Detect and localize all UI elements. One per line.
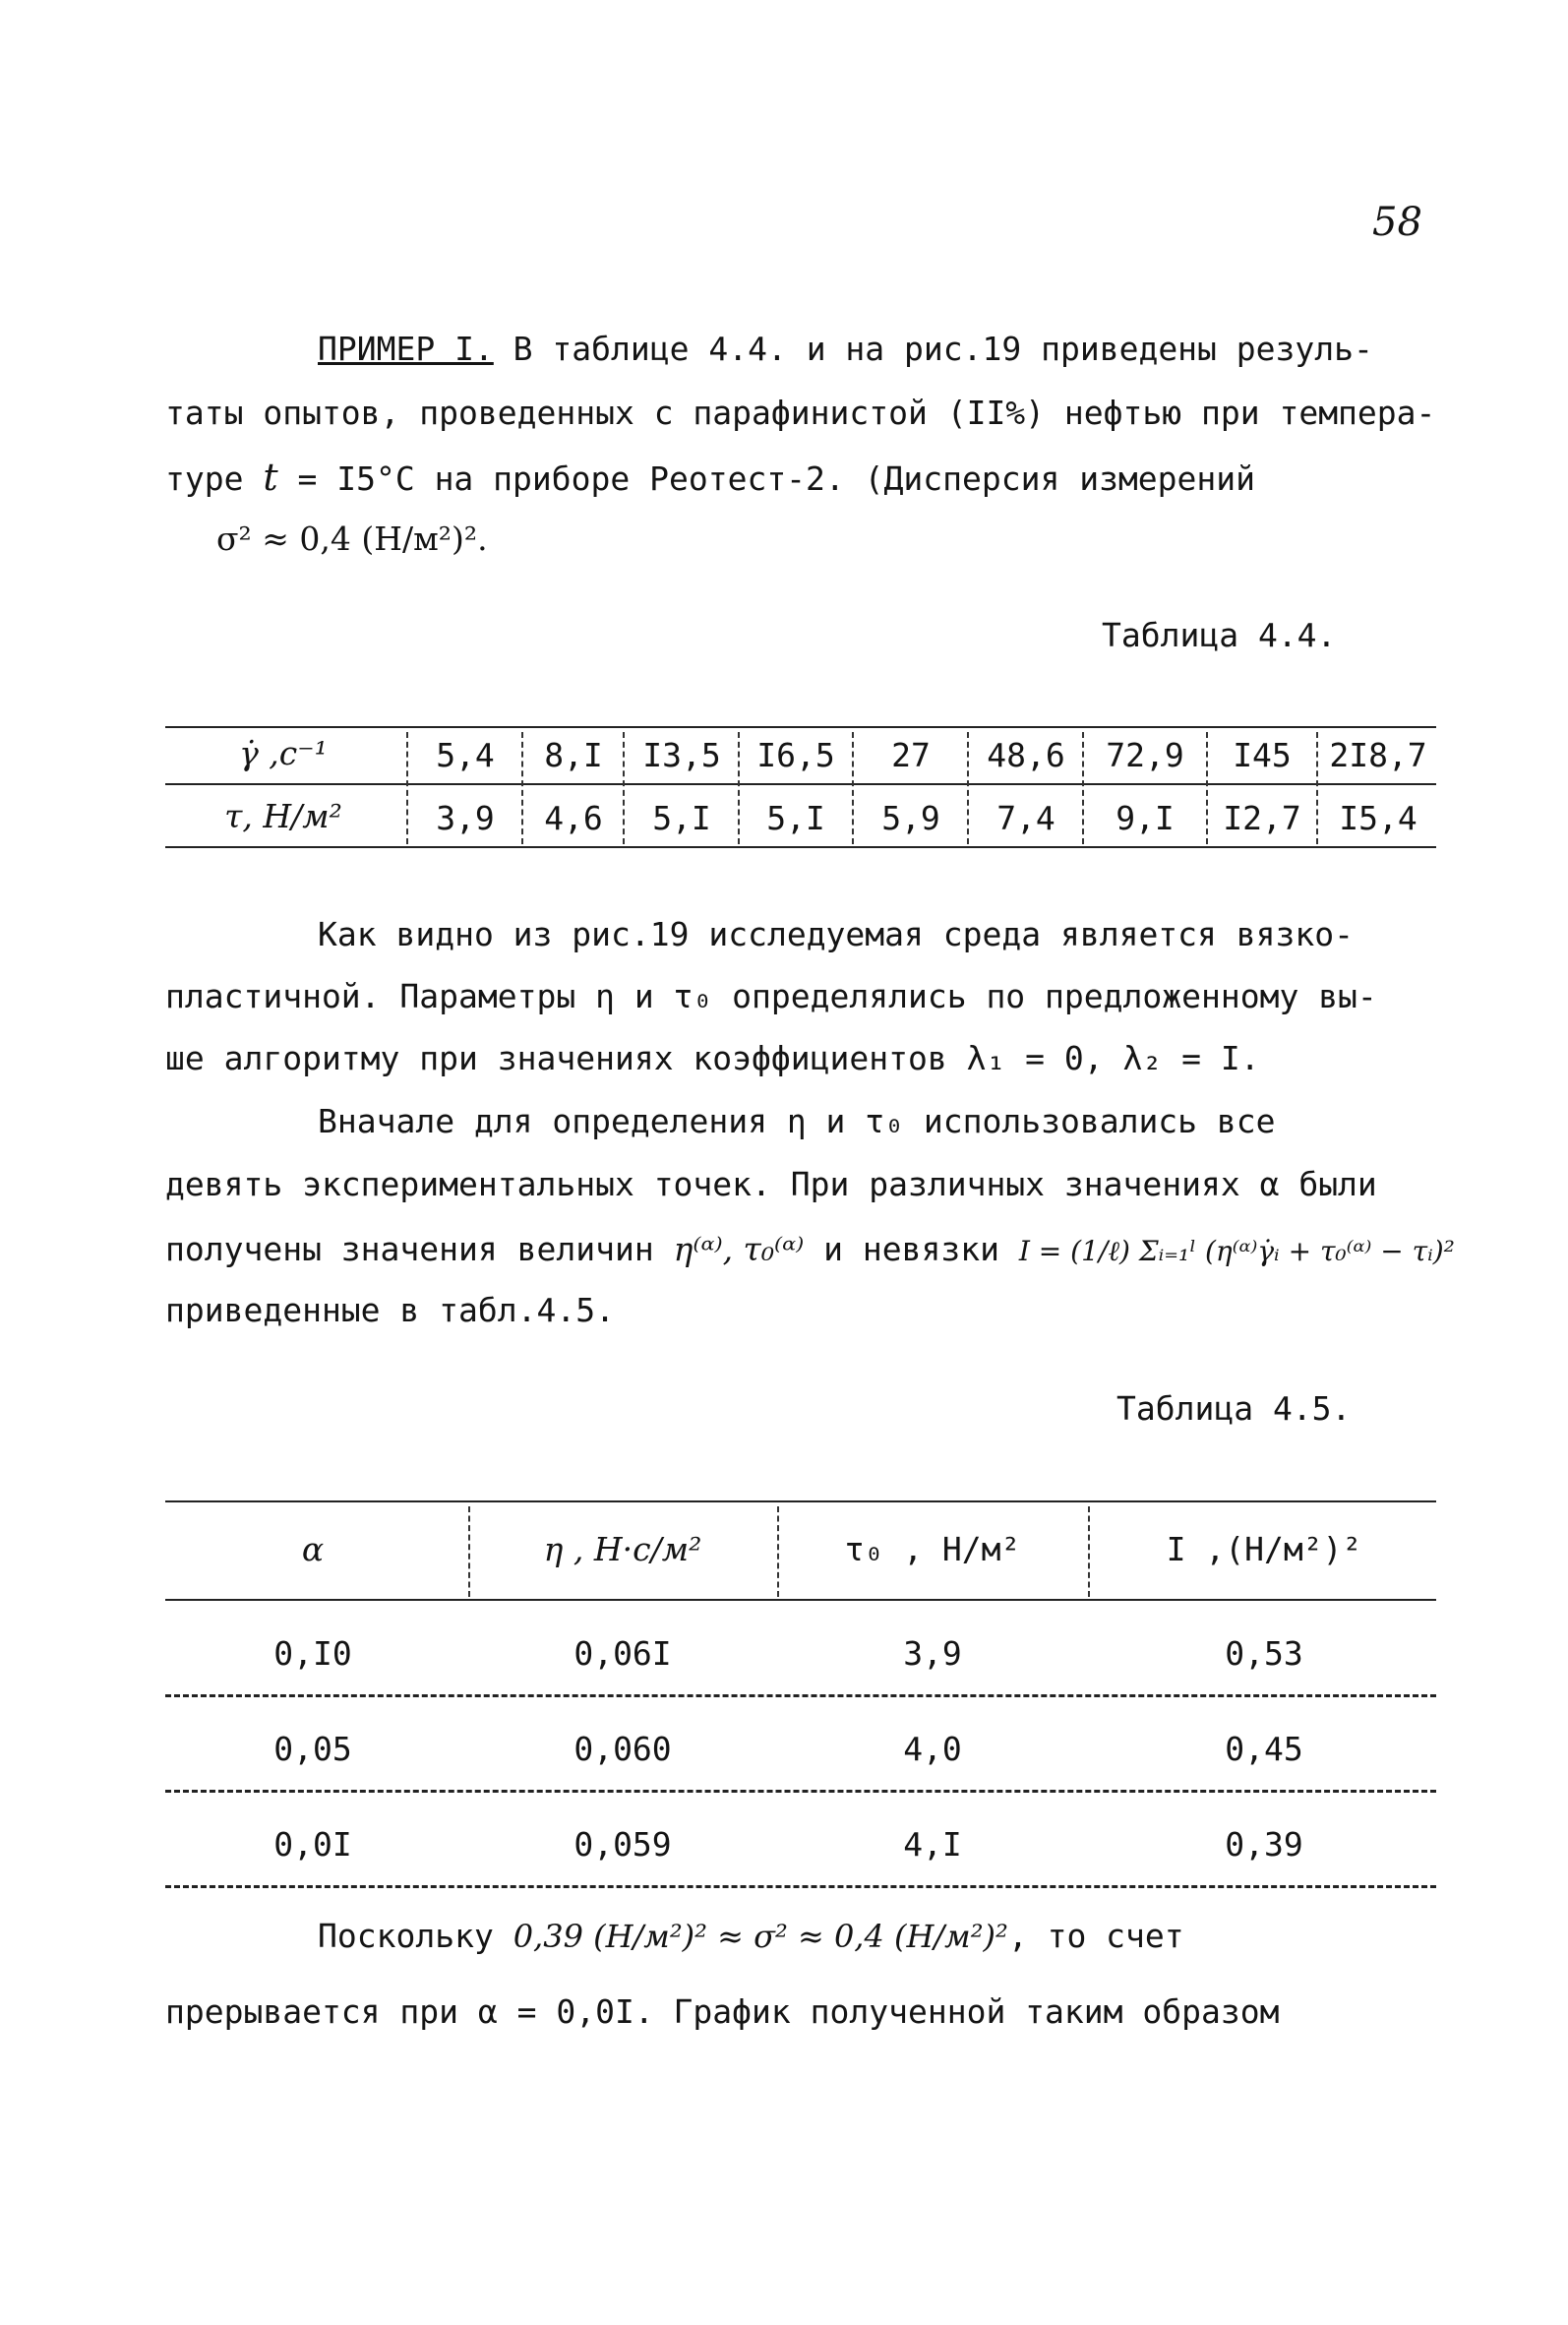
column-separator: [967, 732, 969, 844]
dispersion-line: σ² ≈ 0,4 (Н/м²)².: [216, 520, 488, 558]
column-separator: [852, 732, 854, 844]
row-header-shear-rate: γ̇ ,с⁻¹: [239, 734, 328, 772]
row-divider: [165, 1790, 1436, 1793]
shear-rate-value: I3,5: [642, 736, 721, 774]
stop-condition-formula: 0,39 (Н/м²)² ≈ σ² ≈ 0,4 (Н/м²)²: [513, 1918, 1008, 1955]
row-2-residual: 0,45: [1225, 1730, 1303, 1768]
temperature-symbol: t: [263, 456, 278, 499]
column-separator: [468, 1506, 470, 1597]
table-bottom-rule: [165, 846, 1436, 848]
table-4-5-caption: Таблица 4.5.: [1116, 1389, 1352, 1428]
table-mid-rule: [165, 783, 1436, 785]
row-3-yield-stress: 4,I: [903, 1825, 962, 1864]
example-line-3: туре t = I5°C на приборе Реотест-2. (Дисперсия измерений: [165, 456, 1256, 499]
page-number: 58: [1372, 200, 1422, 245]
example-line-2: таты опытов, проведенных с парафинистой (II%) нефтью при темпера-: [165, 394, 1436, 432]
stress-value: 4,6: [544, 799, 603, 837]
row-header-stress: τ, Н/м²: [224, 797, 342, 835]
paragraph-3-line-3: получены значения величин η⁽ᵅ⁾, τ₀⁽ᵅ⁾ и невязки I = (1/ℓ) Σᵢ₌₁ˡ (η⁽ᵅ⁾γ̇ᵢ + τ₀⁽ᵅ⁾ − τᵢ)²: [165, 1230, 1455, 1268]
paragraph-2-line-1: Как видно из рис.19 исследуемая среда является вязко-: [318, 915, 1354, 953]
shear-rate-value: 27: [891, 736, 931, 774]
table-4-4-caption: Таблица 4.4.: [1102, 616, 1337, 654]
paragraph-2-line-2: пластичной. Параметры η и τ₀ определялись по предложенному вы-: [165, 977, 1377, 1015]
shear-rate-value: 2I8,7: [1329, 736, 1427, 774]
shear-rate-value: I6,5: [756, 736, 835, 774]
row-3-alpha: 0,0I: [273, 1825, 352, 1864]
paragraph-4-line-2: прерывается при α = 0,0I. График полученной таким образом: [165, 1992, 1280, 2031]
column-separator: [1206, 732, 1208, 844]
paragraph-2-line-3: ше алгоритму при значениях коэффициентов λ₁ = 0, λ₂ = I.: [165, 1039, 1260, 1077]
column-separator: [1082, 732, 1084, 844]
column-separator: [1088, 1506, 1090, 1597]
shear-rate-value: I45: [1233, 736, 1292, 774]
residual-formula: I = (1/ℓ) Σᵢ₌₁ˡ (η⁽ᵅ⁾γ̇ᵢ + τ₀⁽ᵅ⁾ − τᵢ)²: [1018, 1235, 1455, 1267]
stress-value: 5,I: [652, 799, 711, 837]
stress-value: I5,4: [1339, 799, 1417, 837]
header-yield-stress: τ₀ , Н/м²: [844, 1530, 1021, 1568]
table-top-rule: [165, 726, 1436, 728]
row-divider: [165, 1885, 1436, 1888]
example-line-1-text: В таблице 4.4. и на рис.19 приведены резуль-: [493, 330, 1373, 368]
stress-value: 3,9: [436, 799, 495, 837]
stress-value: 9,I: [1116, 799, 1175, 837]
stress-value: I2,7: [1223, 799, 1301, 837]
row-3-residual: 0,39: [1225, 1825, 1303, 1864]
row-2-yield-stress: 4,0: [903, 1730, 962, 1768]
stress-value: 7,4: [996, 799, 1055, 837]
column-separator: [521, 732, 523, 844]
column-separator: [623, 732, 625, 844]
header-rule: [165, 1599, 1436, 1601]
header-viscosity: η , Н·с/м²: [543, 1530, 702, 1568]
paragraph-3-line-1: Вначале для определения η и τ₀ использовались все: [318, 1102, 1276, 1140]
column-separator: [1316, 732, 1318, 844]
row-1-alpha: 0,I0: [273, 1634, 352, 1673]
column-separator: [738, 732, 740, 844]
shear-rate-value: 48,6: [987, 736, 1065, 774]
header-alpha: α: [301, 1530, 325, 1568]
column-separator: [406, 732, 408, 844]
paragraph-3-line-4: приведенные в табл.4.5.: [165, 1291, 615, 1329]
paragraph-4-line-1: Поскольку 0,39 (Н/м²)² ≈ σ² ≈ 0,4 (Н/м²)², то счет: [318, 1917, 1184, 1955]
stress-value: 5,I: [766, 799, 825, 837]
shear-rate-value: 5,4: [436, 736, 495, 774]
header-residual: I ,(Н/м²)²: [1166, 1530, 1362, 1568]
table-top-rule: [165, 1500, 1436, 1502]
row-divider: [165, 1694, 1436, 1697]
parameters-symbols: η⁽ᵅ⁾, τ₀⁽ᵅ⁾: [673, 1230, 805, 1268]
row-1-residual: 0,53: [1225, 1634, 1303, 1673]
stress-value: 5,9: [881, 799, 940, 837]
row-2-alpha: 0,05: [273, 1730, 352, 1768]
row-1-viscosity: 0,06I: [573, 1634, 672, 1673]
row-1-yield-stress: 3,9: [903, 1634, 962, 1673]
paragraph-3-line-2: девять экспериментальных точек. При различных значениях α были: [165, 1165, 1377, 1203]
row-2-viscosity: 0,060: [573, 1730, 672, 1768]
shear-rate-value: 72,9: [1106, 736, 1184, 774]
row-3-viscosity: 0,059: [573, 1825, 672, 1864]
shear-rate-value: 8,I: [544, 736, 603, 774]
example-label: ПРИМЕР I.: [318, 330, 494, 368]
example-line-1: [318, 330, 1373, 369]
column-separator: [777, 1506, 779, 1597]
